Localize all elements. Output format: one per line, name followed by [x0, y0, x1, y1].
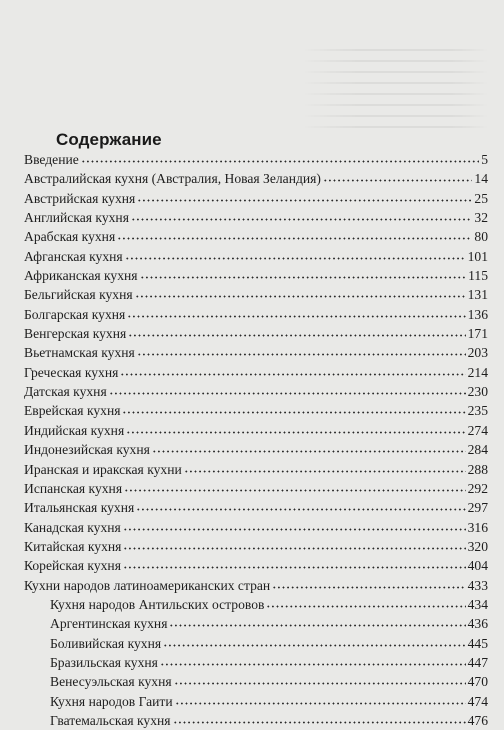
- toc-entry: [24, 382, 488, 401]
- toc-dot-leader: [140, 276, 467, 279]
- toc-dot-leader: [163, 644, 466, 647]
- toc-dot-leader: [122, 411, 465, 414]
- toc-entry-title: Датская кухня: [24, 384, 107, 400]
- toc-entry-page-number: 14: [474, 171, 488, 187]
- toc-dot-leader: [124, 489, 466, 492]
- toc-entry-title: Австрийская кухня: [24, 190, 136, 206]
- toc-entry: [24, 247, 488, 266]
- toc-entry-title: Иранская и иракская кухни: [24, 461, 182, 477]
- toc-entry-title: Итальянская кухня: [24, 500, 135, 516]
- toc-dot-leader: [272, 586, 465, 589]
- toc-entry-page-number: 214: [467, 364, 488, 380]
- toc-entry-page-number: 32: [474, 210, 488, 226]
- toc-entry: [24, 576, 488, 595]
- toc-entry: [24, 692, 488, 711]
- toc-dot-leader: [131, 218, 472, 221]
- toc-entry-title: Венгерская кухня: [24, 326, 127, 342]
- toc-entry-page-number: 436: [467, 616, 488, 632]
- toc-dot-leader: [135, 295, 466, 298]
- toc-entry-page-number: 447: [467, 654, 488, 670]
- toc-entry-title: Корейская кухня: [24, 558, 121, 574]
- toc-entry: [24, 421, 488, 440]
- show-through-text: [300, 40, 490, 130]
- toc-dot-leader: [184, 470, 466, 473]
- toc-entry-page-number: 470: [467, 674, 488, 690]
- toc-dot-leader: [81, 160, 479, 163]
- toc-entry-page-number: 476: [467, 712, 488, 728]
- toc-dot-leader: [174, 682, 466, 685]
- toc-entry: [24, 324, 488, 343]
- toc-entry-page-number: 115: [468, 268, 488, 284]
- toc-entry-page-number: 171: [467, 326, 488, 342]
- toc-entry: [24, 208, 488, 227]
- toc-dot-leader: [323, 179, 472, 182]
- toc-entry-page-number: 5: [481, 152, 488, 167]
- table-of-contents: [24, 150, 488, 730]
- toc-entry: [24, 343, 488, 362]
- toc-entry: [24, 285, 488, 304]
- toc-dot-leader: [117, 237, 472, 240]
- toc-entry-page-number: 445: [467, 635, 488, 651]
- toc-entry-title: Китайская кухня: [24, 538, 122, 554]
- toc-entry: [24, 672, 488, 691]
- toc-entry-page-number: 434: [467, 596, 488, 612]
- toc-entry-page-number: 235: [467, 403, 488, 419]
- toc-entry-title: Боливийская кухня: [50, 635, 162, 651]
- toc-entry: [24, 227, 488, 246]
- toc-entry: [24, 460, 488, 479]
- toc-entry: [24, 150, 488, 169]
- toc-entry-page-number: 404: [467, 558, 488, 574]
- toc-dot-leader: [169, 624, 465, 627]
- toc-entry-page-number: 203: [467, 345, 488, 361]
- toc-entry-page-number: 136: [467, 306, 488, 322]
- toc-entry: [24, 401, 488, 420]
- toc-entry: [24, 266, 488, 285]
- toc-dot-leader: [123, 528, 466, 531]
- toc-dot-leader: [136, 508, 465, 511]
- toc-entry: [24, 479, 488, 498]
- toc-dot-leader: [175, 702, 466, 705]
- toc-dot-leader: [137, 199, 472, 202]
- toc-dot-leader: [160, 663, 466, 666]
- toc-entry-page-number: 316: [467, 519, 488, 535]
- toc-entry: [24, 363, 488, 382]
- toc-entry-page-number: 320: [467, 538, 488, 554]
- toc-entry-title: Введение: [24, 152, 79, 167]
- toc-entry: [24, 634, 488, 653]
- toc-dot-leader: [128, 334, 465, 337]
- toc-entry-title: Канадская кухня: [24, 519, 121, 535]
- toc-dot-leader: [120, 373, 465, 376]
- toc-entry-title: Испанская кухня: [24, 480, 123, 496]
- toc-dot-leader: [173, 721, 466, 724]
- toc-entry: [24, 305, 488, 324]
- toc-entry-title: Венесуэльская кухня: [50, 674, 172, 690]
- toc-dot-leader: [123, 547, 465, 550]
- toc-entry-title: Африканская кухня: [24, 268, 138, 284]
- toc-dot-leader: [123, 566, 466, 569]
- toc-entry-title: Афганская кухня: [24, 248, 123, 264]
- toc-entry: [24, 189, 488, 208]
- toc-entry-page-number: 292: [467, 480, 488, 496]
- toc-entry-title: Гватемальская кухня: [50, 712, 171, 728]
- toc-entry-title: Вьетнамская кухня: [24, 345, 135, 361]
- toc-entry: [24, 556, 488, 575]
- toc-entry-title: Арабская кухня: [24, 229, 116, 245]
- toc-entry-title: Бельгийская кухня: [24, 287, 133, 303]
- toc-dot-leader: [137, 353, 466, 356]
- toc-entry: [24, 169, 488, 188]
- toc-entry-title: Индонезийская кухня: [24, 442, 150, 458]
- toc-entry-page-number: 433: [467, 577, 488, 593]
- toc-entry-title: Кухни народов латиноамериканских стран: [24, 577, 271, 593]
- toc-entry: [24, 498, 488, 517]
- toc-entry-page-number: 25: [474, 190, 488, 206]
- toc-dot-leader: [109, 392, 466, 395]
- toc-entry-title: Греческая кухня: [24, 364, 119, 380]
- toc-entry-title: Австралийская кухня (Австралия, Новая Зеландия): [24, 171, 321, 187]
- toc-dot-leader: [126, 431, 465, 434]
- toc-entry-title: Еврейская кухня: [24, 403, 121, 419]
- toc-entry-page-number: 230: [467, 384, 488, 400]
- toc-entry-title: Болгарская кухня: [24, 306, 126, 322]
- toc-entry: [24, 595, 488, 614]
- toc-entry-page-number: 131: [467, 287, 488, 303]
- toc-entry-page-number: 80: [474, 229, 488, 245]
- toc-entry: [24, 614, 488, 633]
- toc-entry-page-number: 274: [467, 422, 488, 438]
- toc-dot-leader: [125, 257, 466, 260]
- toc-dot-leader: [152, 450, 466, 453]
- toc-entry-title: Индийская кухня: [24, 422, 125, 438]
- toc-entry: [24, 653, 488, 672]
- toc-entry-title: Аргентинская кухня: [50, 616, 168, 632]
- toc-entry: [24, 440, 488, 459]
- toc-entry: [24, 711, 488, 730]
- toc-entry-page-number: 284: [467, 442, 488, 458]
- page-title: Содержание: [56, 130, 162, 150]
- toc-entry-title: Кухня народов Антильских островов: [50, 596, 265, 612]
- toc-entry-title: Кухня народов Гаити: [50, 693, 173, 709]
- toc-dot-leader: [266, 605, 465, 608]
- toc-entry-page-number: 101: [467, 248, 488, 264]
- toc-entry: [24, 537, 488, 556]
- toc-entry-page-number: 297: [467, 500, 488, 516]
- toc-entry: [24, 518, 488, 537]
- toc-entry-page-number: 288: [467, 461, 488, 477]
- toc-entry-page-number: 474: [467, 693, 488, 709]
- toc-dot-leader: [127, 315, 465, 318]
- toc-entry-title: Английская кухня: [24, 210, 129, 226]
- toc-entry-title: Бразильская кухня: [50, 654, 158, 670]
